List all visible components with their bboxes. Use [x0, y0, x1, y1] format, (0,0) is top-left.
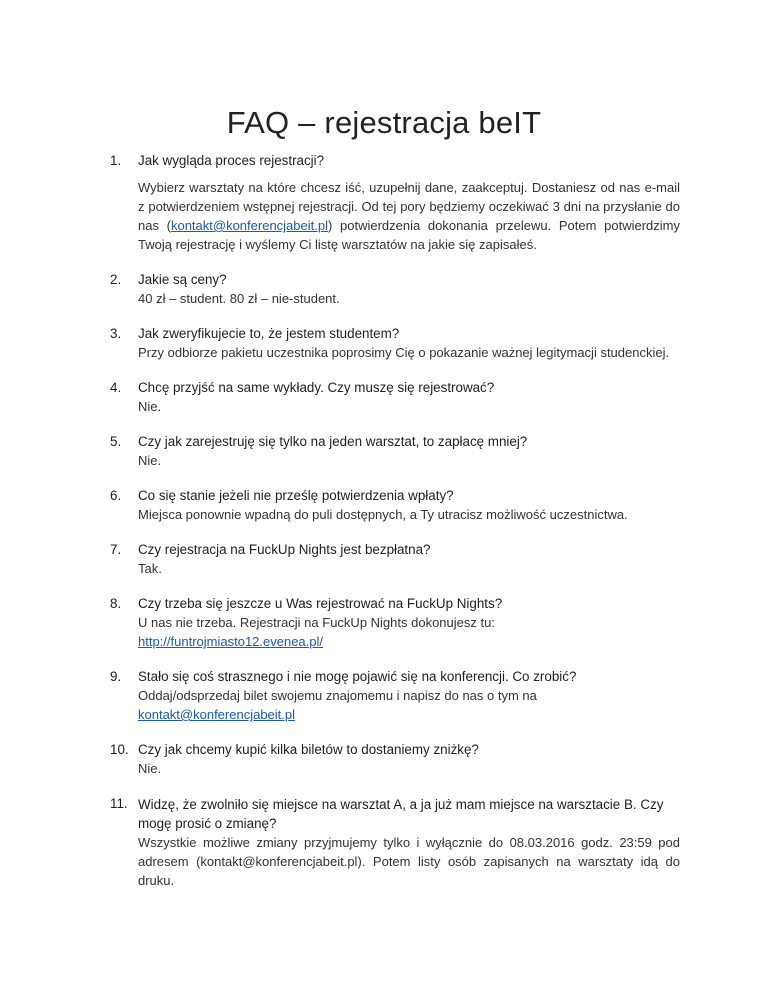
faq-answer: U nas nie trzeba. Rejestracji na FuckUp Nights dokonujesz tu: — [138, 615, 495, 630]
faq-item — [110, 741, 680, 778]
faq-item — [110, 541, 680, 578]
faq-item — [110, 379, 680, 416]
faq-answer: Wszystkie możliwe zmiany przyjmujemy tylko i wyłącznie do 08.03.2016 godz. 23:59 pod adresem (kontakt@konferencjabeit.pl). Potem listy osób zapisanych na warsztaty idą do druku. — [138, 835, 680, 888]
faq-question: Czy trzeba się jeszcze u Was rejestrować na FuckUp Nights? — [138, 596, 503, 611]
faq-number: 2. — [110, 272, 122, 287]
faq-number: 10. — [110, 742, 129, 757]
faq-question: Czy rejestracja na FuckUp Nights jest bezpłatna? — [138, 542, 431, 557]
faq-question: Jak zweryfikujecie to, że jestem studentem? — [138, 326, 400, 341]
faq-number: 3. — [110, 326, 122, 341]
faq-item — [110, 595, 680, 651]
faq-question: Jakie są ceny? — [138, 272, 227, 287]
faq-number: 7. — [110, 542, 122, 557]
email-link[interactable]: kontakt@konferencjabeit.pl — [170, 218, 328, 233]
faq-question: Chcę przyjść na same wykłady. Czy muszę się rejestrować? — [138, 380, 495, 395]
faq-list — [110, 152, 680, 907]
faq-question: Stało się coś strasznego i nie mogę pojawić się na konferencji. Co zrobić? — [138, 669, 577, 684]
faq-item — [110, 325, 680, 362]
faq-item — [110, 668, 680, 724]
faq-item — [110, 152, 680, 254]
faq-number: 8. — [110, 596, 122, 611]
faq-number: 1. — [110, 153, 122, 168]
faq-question: Co się stanie jeżeli nie prześlę potwierdzenia wpłaty? — [138, 488, 454, 503]
faq-number: 6. — [110, 488, 122, 503]
faq-answer: Miejsca ponownie wpadną do puli dostępnych, a Ty utracisz możliwość uczestnictwa. — [138, 507, 628, 522]
faq-answer: Przy odbiorze pakietu uczestnika poprosimy Cię o pokazanie ważnej legitymacji studenckiej. — [138, 345, 670, 360]
faq-question: Jak wygląda proces rejestracji? — [138, 153, 325, 168]
email-link[interactable]: kontakt@konferencjabeit.pl — [138, 707, 296, 722]
evenea-link[interactable]: http://funtrojmiasto12.evenea.pl/ — [138, 634, 324, 649]
faq-answer: Nie. — [138, 761, 162, 776]
answer-text: ) potwierdzenia dokonania przelewu. Potem potwierdzimy Twoją rejestrację i wyślemy Ci listę warsztatów na jakie się zapisałeś. — [138, 218, 680, 252]
faq-answer: Oddaj/odsprzedaj bilet swojemu znajomemu i napisz do nas o tym na — [138, 688, 537, 703]
faq-question: Czy jak chcemy kupić kilka biletów to dostaniemy zniżkę? — [138, 742, 479, 757]
faq-number: 11. — [110, 796, 128, 811]
faq-question: Czy jak zarejestruję się tylko na jeden warsztat, to zapłacę mniej? — [138, 434, 528, 449]
faq-answer: Nie. — [138, 453, 162, 468]
faq-item — [110, 795, 680, 890]
faq-number: 5. — [110, 434, 122, 449]
faq-number: 9. — [110, 669, 122, 684]
faq-answer: Tak. — [138, 561, 162, 576]
faq-answer — [138, 178, 680, 254]
faq-answer: Nie. — [138, 399, 162, 414]
faq-number: 4. — [110, 380, 122, 395]
faq-answer-link-line — [138, 705, 680, 724]
faq-question: Widzę, że zwolniło się miejsce na warsztat A, a ja już mam miejsce na warsztacie B. Czy mogę prosić o zmianę? — [138, 797, 664, 831]
faq-item — [110, 271, 680, 308]
faq-answer-link-line — [138, 632, 680, 651]
faq-answer: 40 zł – student. 80 zł – nie-student. — [138, 291, 340, 306]
page-title: FAQ – rejestracja beIT — [226, 104, 542, 140]
faq-item — [110, 487, 680, 524]
faq-item — [110, 433, 680, 470]
answer-text: Wybierz warsztaty na które chcesz iść, uzupełnij dane, zaakceptuj. Dostaniesz od nas e-mail z potwierdzeniem wstępnej rejestracji. Od tej pory będziemy oczekiwać 3 dni na przysłanie do nas ( — [138, 180, 680, 233]
